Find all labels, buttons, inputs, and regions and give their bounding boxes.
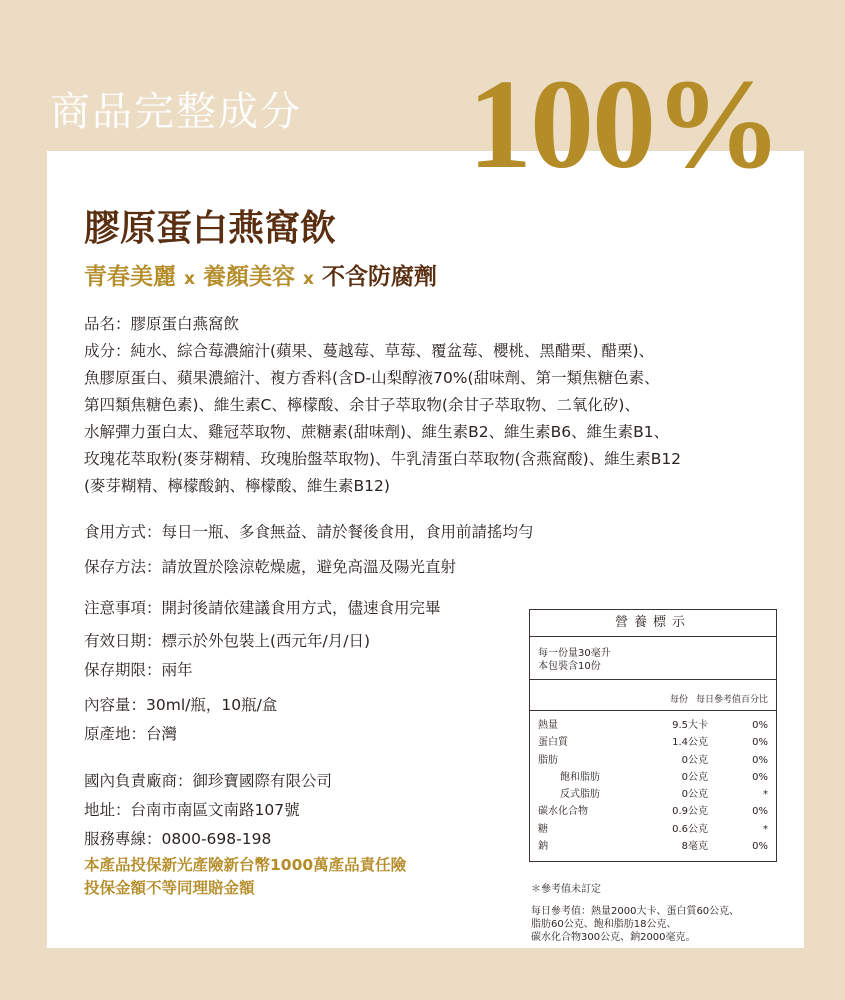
nutrition-row [530, 786, 776, 803]
nutrition-row [530, 769, 776, 786]
nutrition-row [530, 717, 776, 734]
nutrient-name: 糖 [538, 823, 548, 835]
nutrition-row [530, 838, 776, 855]
ingredient-line: 魚膠原蛋白、蘋果濃縮汁、複方香料(含D-山梨醇液70%(甜味劑、第一類焦糖色素、 [84, 369, 660, 387]
nutrient-dv: * [763, 789, 768, 801]
nutrient-value: 0公克 [681, 789, 708, 801]
product-title: 膠原蛋白燕窩飲 [84, 208, 337, 249]
nutrient-name: 飽和脂肪 [560, 771, 600, 783]
subtitle-no-preservative: 不含防腐劑 [321, 264, 437, 290]
reference-line: 碳水化合物300公克、鈉2000毫克。 [531, 932, 696, 944]
hotline: 服務專線：0800-698-198 [84, 830, 272, 848]
volume: 內容量：30ml/瓶，10瓶/盒 [84, 696, 278, 714]
nutrient-name: 脂肪 [538, 754, 558, 766]
nutrient-name: 蛋白質 [538, 737, 568, 749]
nutrition-panel [529, 609, 777, 944]
nutrient-value: 9.5大卡 [672, 720, 708, 731]
ingredient-line: 品名：膠原蛋白燕窩飲 [84, 315, 240, 333]
servings-per-pack: 本包裝含10份 [538, 661, 601, 672]
notice: 注意事項：開封後請依建議食用方式，儘速食用完畢 [84, 599, 441, 617]
nutrient-name: 鈉 [538, 841, 548, 853]
shelf-life: 保存期限：兩年 [84, 661, 193, 679]
insurance-note [84, 854, 406, 900]
nutrient-value: 8毫克 [681, 841, 708, 853]
ingredient-line: 第四類焦糖色素)、維生素C、檸檬酸、余甘子萃取物(余甘子萃取物、二氧化矽)、 [84, 396, 640, 414]
storage-method: 保存方法：請放置於陰涼乾燥處，避免高溫及陽光直射 [84, 558, 457, 576]
nutrition-reference [529, 905, 777, 944]
nutrient-value: 0公克 [681, 771, 708, 783]
nutrition-row [530, 821, 776, 838]
address: 地址：台南市南區文南路107號 [84, 801, 300, 819]
usage-block [84, 518, 534, 582]
nutrient-dv: 0% [752, 771, 768, 783]
nutrient-dv: 0% [752, 737, 768, 749]
nutrition-row [530, 752, 776, 769]
nutrition-table [529, 609, 777, 862]
nutrition-row [530, 734, 776, 751]
reference-line: 脂肪60公克、飽和脂肪18公克、 [531, 919, 677, 931]
nutrient-value: 0公克 [681, 754, 708, 766]
insurance-line: 投保金額不等同理賠金額 [84, 879, 255, 897]
nutrient-dv: 0% [752, 841, 768, 853]
nutrition-note: ＊參考值未訂定 [531, 884, 601, 896]
subtitle-separator: x [302, 269, 314, 289]
details-block [84, 594, 441, 854]
reference-line: 每日參考值：熱量2000大卡、蛋白質60公克、 [531, 906, 740, 918]
expiry-date: 有效日期：標示於外包裝上(西元年/月/日) [84, 632, 371, 650]
nutrient-name: 碳水化合物 [538, 806, 588, 818]
nutrient-name: 反式脂肪 [560, 789, 600, 801]
subtitle-beauty: 養顏美容 [202, 264, 295, 290]
product-subtitle [84, 258, 437, 291]
col-per-serving: 每份 [669, 695, 688, 705]
insurance-line: 本產品投保新光產險新台幣1000萬產品責任險 [84, 856, 407, 874]
ingredient-line: 玫瑰花萃取粉(麥芽糊精、玫瑰胎盤萃取物)、牛乳清蛋白萃取物(含燕窩酸)、維生素B12 [84, 450, 682, 468]
origin: 原產地：台灣 [84, 725, 178, 743]
nutrient-name: 熱量 [538, 720, 558, 731]
nutrient-dv: 0% [752, 720, 768, 731]
header-title: 商品完整成分 [50, 89, 302, 135]
nutrition-column-header [530, 680, 776, 711]
big-percent: 100% [468, 53, 780, 195]
subtitle-separator: x [184, 269, 195, 289]
serving-size: 每一份量30毫升 [538, 648, 611, 659]
nutrient-value: 1.4公克 [672, 737, 708, 749]
nutrition-row [530, 803, 776, 820]
usage-method: 食用方式：每日一瓶、多食無益、請於餐後食用，食用前請搖均勻 [84, 523, 534, 541]
nutrient-value: 0.9公克 [672, 806, 708, 818]
nutrient-dv: * [763, 823, 768, 835]
nutrient-dv: 0% [752, 806, 768, 818]
serving-info [530, 637, 776, 680]
manufacturer: 國內負責廠商：御珍寶國際有限公司 [84, 772, 333, 790]
nutrition-title: 營養標示 [530, 610, 776, 637]
col-daily-value: 每日參考值百分比 [695, 695, 768, 705]
ingredient-line: 水解彈力蛋白太、雞冠萃取物、蔗糖素(甜味劑)、維生素B2、維生素B6、維生素B1、 [84, 423, 670, 441]
subtitle-youth: 青春美麗 [84, 264, 176, 290]
ingredient-line: (麥芽糊精、檸檬酸鈉、檸檬酸、維生素B12) [84, 477, 390, 495]
ingredient-line: 成分：純水、綜合莓濃縮汁(蘋果、蔓越莓、草莓、覆盆莓、櫻桃、黑醋栗、醋栗)、 [84, 342, 655, 360]
nutrition-rows [530, 711, 776, 861]
ingredients-block [84, 311, 681, 500]
nutrient-dv: 0% [752, 754, 768, 766]
nutrient-value: 0.6公克 [672, 823, 708, 835]
